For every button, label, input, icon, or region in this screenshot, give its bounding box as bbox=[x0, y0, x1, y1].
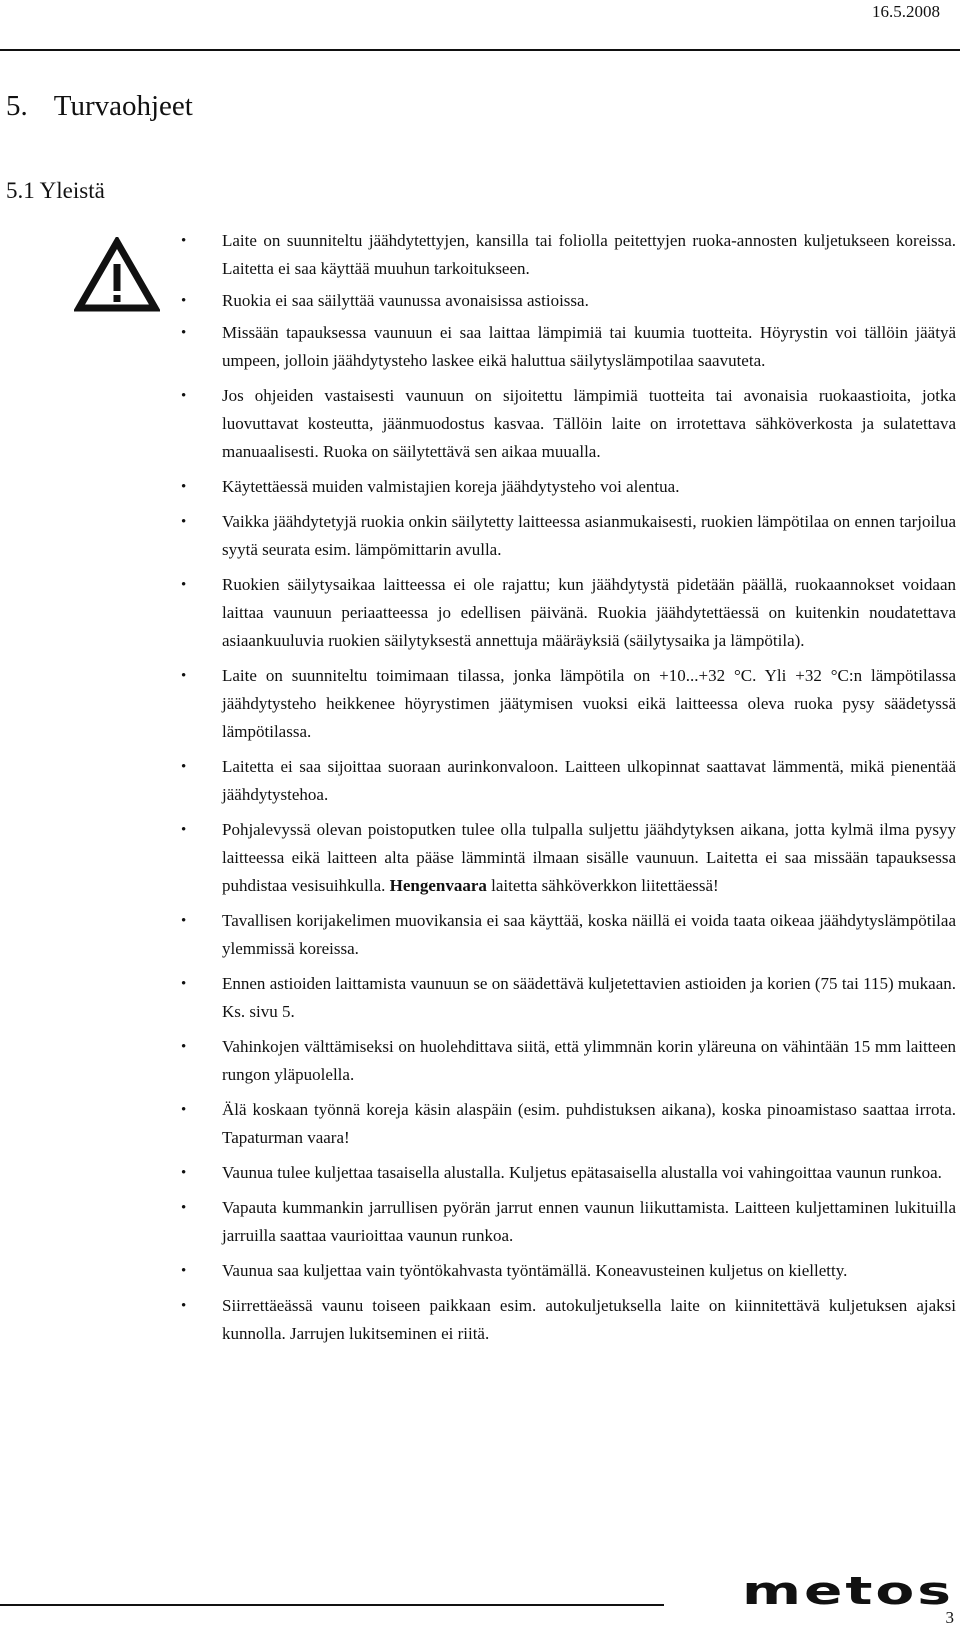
list-item bbox=[222, 816, 956, 900]
list-item-text: Pohjalevyssä olevan poistoputken tulee olla tulpalla suljettu jäähdytyksen aikana, jotta kylmä ilma pysyy laitteessa eikä laitteen alta pääse lämmintä ilmaan sisälle vaunuun. Laitetta ei saa missään tapauksessa puhdistaa vesisuihkulla. bbox=[222, 820, 956, 895]
list-item: • Ruokia ei saa säilyttää vaunussa avonaisissa astioissa. bbox=[222, 287, 956, 315]
list-item: • Käytettäessä muiden valmistajien koreja jäähdytysteho voi alentua. bbox=[222, 473, 956, 501]
list-item: • Laite on suunniteltu toimimaan tilassa, jonka lämpötila on +10...+32 °C. Yli +32 °C:n lämpötilassa jäähdytysteho heikkenee höyrystimen jäätymisen vuoksi eikä laitteessa oleva ruoka pysy säädetyssä lämpötilassa. bbox=[222, 662, 956, 746]
list-item: • Älä koskaan työnnä koreja käsin alaspäin (esim. puhdistuksen aikana), koska pinoamistaso saattaa irrota. Tapaturman vaara! bbox=[222, 1096, 956, 1152]
list-item: • Laitetta ei saa sijoittaa suoraan aurinkonvaloon. Laitteen ulkopinnat saattavat lämmentä, mikä pienentää jäähdytystehoa. bbox=[222, 753, 956, 809]
danger-emphasis: Hengenvaara bbox=[389, 876, 487, 895]
list-item: • Jos ohjeiden vastaisesti vaunuun on sijoitettu lämpimiä tuotteita tai avonaisia ruokaastioita, jotka luovuttavat kosteutta, jäänmuodostus kasvaa. Tällöin laite on irrotettava sähköverkosta ja sulatettava manuaalisesti. Ruoka on säilytettävä sen aikaa muualla. bbox=[222, 382, 956, 466]
list-item: • Vapauta kummankin jarrullisen pyörän jarrut ennen vaunun liikuttamista. Laitteen kuljettaminen lukituilla jarruilla saattaa vaurioittaa vaunun runkoa. bbox=[222, 1194, 956, 1250]
chapter-number: 5. bbox=[6, 90, 28, 122]
list-item: • Ennen astioiden laittamista vaunuun se on säädettävä kuljetettavien astioiden ja korien (75 tai 115) mukaan. Ks. sivu 5. bbox=[222, 970, 956, 1026]
metos-logo bbox=[742, 1573, 956, 1609]
list-item: • Missään tapauksessa vaunuun ei saa laittaa lämpimiä tai kuumia tuotteita. Höyrystin voi tällöin jäätyä umpeen, jolloin jäähdytysteho laskee eikä haluttua säilytyslämpotilaa saavuteta. bbox=[222, 319, 956, 375]
section-title: 5.1 Yleistä bbox=[6, 178, 105, 203]
warning-triangle-icon bbox=[74, 237, 160, 313]
list-item: • Laite on suunniteltu jäähdytettyjen, kansilla tai foliolla peitettyjen ruoka-annosten kuljetukseen koreissa. Laitetta ei saa käyttää muuhun tarkoitukseen. bbox=[222, 227, 956, 283]
safety-instructions-list bbox=[222, 227, 956, 1355]
list-item: • Vaunua saa kuljettaa vain työntökahvasta työntämällä. Koneavusteinen kuljetus on kielletty. bbox=[222, 1257, 956, 1285]
list-item: • Tavallisen korijakelimen muovikansia ei saa käyttää, koska näillä ei voida taata oikeaa jäähdytyslämpötilaa ylemmissä koreissa. bbox=[222, 907, 956, 963]
list-item: • Ruokien säilytysaikaa laitteessa ei ole rajattu; kun jäähdytystä pidetään päällä, ruokaannokset voidaan laittaa vaunuun periaatteessa jo edellisen päivänä. Ruokia jäähdytettäessä on kuitenkin noudatettava asiaankuuluvia ruokien säilytyksestä annettuja määräyksiä (säilytysaika ja lämpötila). bbox=[222, 571, 956, 655]
header-date: 16.5.2008 bbox=[872, 2, 940, 21]
chapter-title bbox=[6, 90, 193, 123]
chapter-title-text: Turvaohjeet bbox=[53, 90, 193, 122]
page-number: 3 bbox=[945, 1608, 954, 1627]
footer-rule bbox=[0, 1604, 664, 1606]
header-rule bbox=[0, 49, 960, 51]
list-item-text: laitetta sähköverkkon liitettäessä! bbox=[486, 876, 719, 895]
list-item: • Vaikka jäähdytetyjä ruokia onkin säilytetty laitteessa asianmukaisesti, ruokien lämpötilaa on ennen tarjoilua syytä seurata esim. lämpömittarin avulla. bbox=[222, 508, 956, 564]
list-item: • Siirrettäeässä vaunu toiseen paikkaan esim. autokuljetuksella laite on kiinnitettävä kuljetuksen ajaksi kunnolla. Jarrujen lukitseminen ei riitä. bbox=[222, 1292, 956, 1348]
logo-text: metos bbox=[742, 1573, 954, 1609]
list-item: • Vaunua tulee kuljettaa tasaisella alustalla. Kuljetus epätasaisella alustalla voi vahingoittaa vaunun runkoa. bbox=[222, 1159, 956, 1187]
list-item: • Vahinkojen välttämiseksi on huolehdittava siitä, että ylimmnän korin yläreuna on vähintään 15 mm laitteen rungon yläpuolella. bbox=[222, 1033, 956, 1089]
